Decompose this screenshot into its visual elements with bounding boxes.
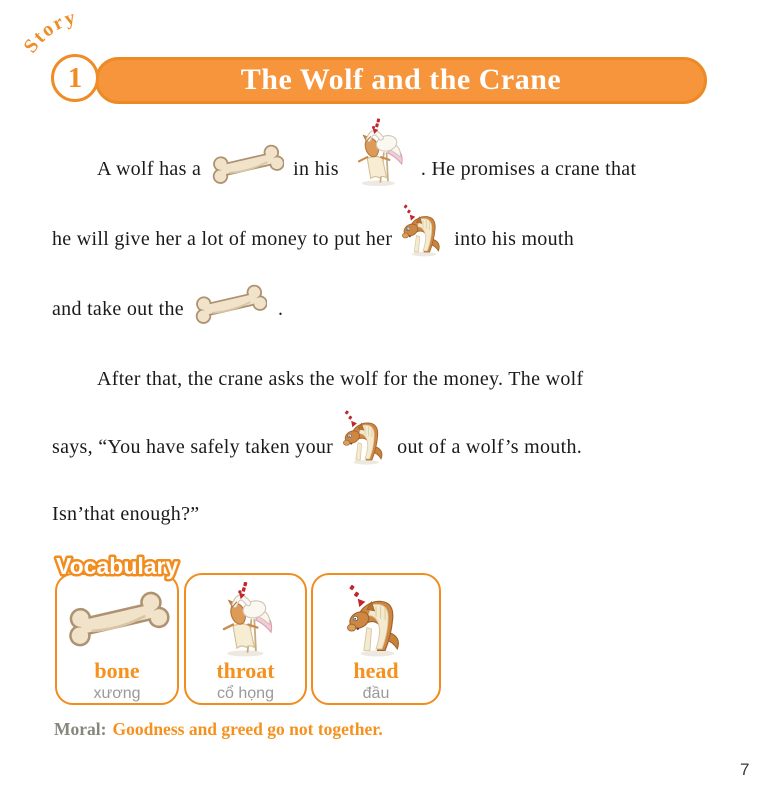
story-line-6 [52, 502, 199, 527]
story-label: Story [19, 10, 80, 58]
head-icon [344, 582, 408, 658]
page-title: The Wolf and the Crane [240, 62, 562, 96]
story-text: . [277, 298, 284, 320]
story-text: . He promises a crane that [420, 158, 637, 180]
svg-text:Story [19, 10, 79, 57]
title-banner [95, 57, 707, 104]
vocab-translation: đầu [362, 685, 390, 702]
moral-line [54, 719, 383, 740]
bone-icon [193, 282, 267, 328]
story-text: says, “You have safely taken your [52, 436, 334, 458]
vocab-card-throat [184, 573, 307, 705]
story-line-3 [52, 276, 283, 322]
vocab-translation: xương [93, 685, 141, 702]
page-number: 7 [740, 760, 750, 779]
story-text: he will give her a lot of money to put her [52, 228, 393, 250]
story-text: and take out the [52, 298, 184, 320]
story-text: in his [293, 158, 339, 180]
story-text: into his mouth [454, 228, 575, 250]
story-number: 1 [67, 61, 83, 94]
throat-icon [348, 118, 410, 188]
vocabulary-label-badge [50, 546, 206, 586]
vocab-word: head [353, 658, 399, 683]
vocab-card-bone [55, 573, 179, 705]
bone-icon [210, 142, 284, 188]
throat-icon [211, 582, 281, 658]
story-line-1 [97, 112, 636, 182]
vocab-card-head [311, 573, 441, 705]
vocab-image-box [211, 583, 281, 657]
bone-icon [63, 589, 171, 651]
vocabulary-label: Vocabulary [56, 553, 179, 579]
story-number-badge [51, 54, 99, 102]
story-text: After that, the crane asks the wolf for the money. The wolf [97, 368, 584, 390]
moral-label: Moral: [54, 719, 107, 739]
vocab-translation: cổ họng [217, 685, 274, 702]
vocab-image-box [344, 583, 408, 657]
vocab-word: bone [94, 658, 140, 683]
vocab-image-box [63, 583, 171, 657]
story-line-5 [52, 402, 582, 460]
vocab-word: throat [216, 658, 275, 683]
story-text: A wolf has a [97, 158, 202, 180]
story-text: Isn’that enough?” [52, 503, 200, 525]
moral-text: Goodness and greed go not together. [112, 719, 383, 739]
head-icon [342, 408, 388, 466]
story-line-4 [97, 367, 583, 392]
story-line-2 [52, 196, 574, 252]
story-text: out of a wolf’s mouth. [397, 436, 583, 458]
head-icon [401, 202, 445, 258]
